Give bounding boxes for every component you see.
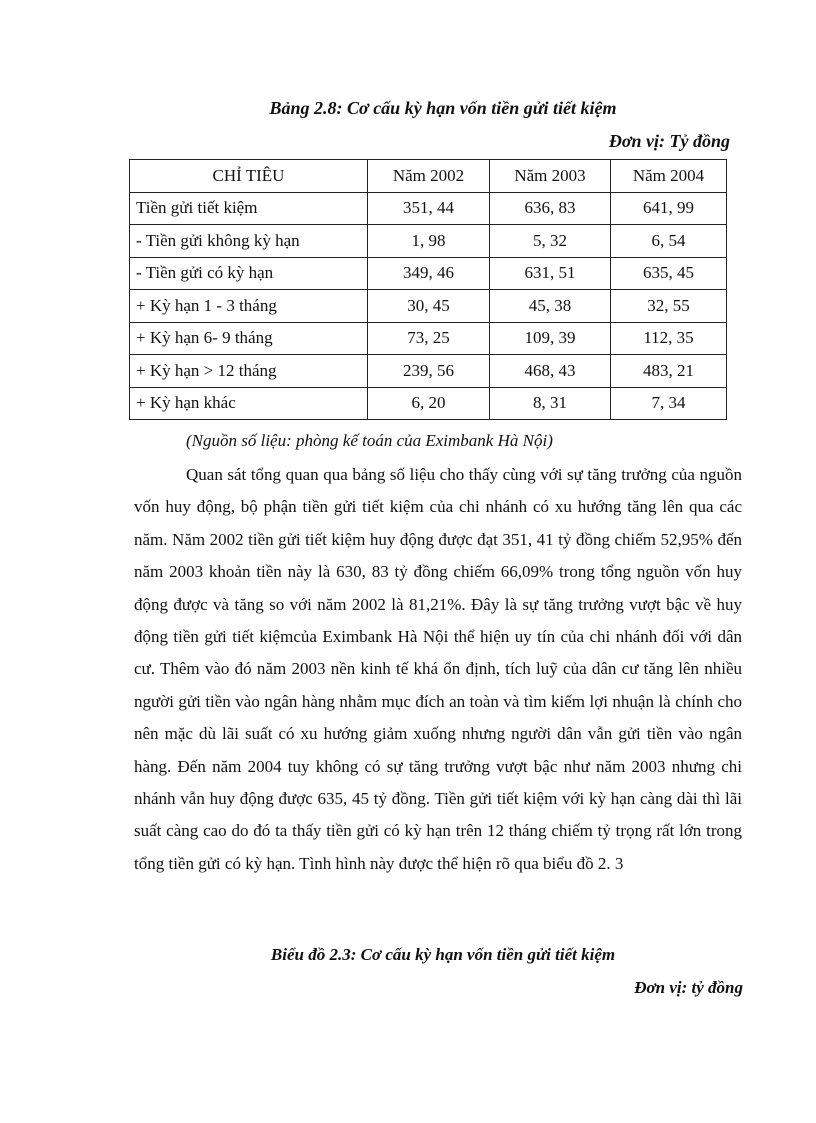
table-header-row: [130, 160, 727, 193]
cell-value: 635, 45: [611, 257, 727, 290]
cell-value: 6, 54: [611, 225, 727, 258]
table-row: [130, 387, 727, 420]
cell-value: 483, 21: [611, 355, 727, 388]
header-cell: CHỈ TIÊU: [130, 160, 368, 193]
cell-value: 7, 34: [611, 387, 727, 420]
cell-value: 351, 44: [368, 192, 490, 225]
body-paragraph: Quan sát tổng quan qua bảng số liệu cho thấy cùng với sự tăng trưởng của nguồn vốn huy động, bộ phận tiền gửi tiết kiệm của chi nhánh có xu hướng tăng lên qua các năm. Năm 2002 tiền gửi tiết kiệm huy động được đạt 351, 41 tỷ đồng chiếm 52,95% đến năm 2003 khoản tiền này là 630, 83 tỷ đồng chiếm 66,09% trong tổng nguồn vốn huy động được và tăng so với năm 2002 là 81,21%. Đây là sự tăng trưởng vượt bậc về huy động tiền gửi tiết kiệmcủa Eximbank Hà Nội thể hiện uy tín của chi nhánh đối với dân cư. Thêm vào đó năm 2003 nền kinh tế khá ổn định, tích luỹ của dân cư tăng lên nhiều người gửi tiền vào ngân hàng nhằm mục đích an toàn và tìm kiếm lợi nhuận là chính cho nên mặc dù lãi suất có xu hướng giảm xuống nhưng người dân vẫn gửi tiền vào ngân hàng. Đến năm 2004 tuy không có sự tăng trưởng vượt bậc như năm 2003 nhưng chi nhánh vẫn huy động được 635, 45 tỷ đồng. Tiền gửi tiết kiệm với kỳ hạn càng dài thì lãi suất càng cao do đó ta thấy tiền gửi có kỳ hạn trên 12 tháng chiếm tỷ trọng rất lớn trong tổng tiền gửi có kỳ hạn. Tình hình này được thể hiện rõ qua biểu đồ 2. 3: [134, 465, 742, 873]
cell-value: 5, 32: [490, 225, 611, 258]
table-unit: Đơn vị: Tỷ đồng: [608, 131, 730, 151]
cell-value: 8, 31: [490, 387, 611, 420]
row-label: + Kỳ hạn 6- 9 tháng: [130, 322, 368, 355]
cell-value: 112, 35: [611, 322, 727, 355]
cell-value: 636, 83: [490, 192, 611, 225]
cell-value: 73, 25: [368, 322, 490, 355]
table-source-note: (Nguồn số liệu: phòng kế toán của Eximbank Hà Nội): [186, 431, 553, 450]
table-row: [130, 225, 727, 258]
row-label: - Tiền gửi không kỳ hạn: [130, 225, 368, 258]
deposit-term-table: [129, 159, 727, 420]
cell-value: 6, 20: [368, 387, 490, 420]
cell-value: 1, 98: [368, 225, 490, 258]
header-cell: Năm 2002: [368, 160, 490, 193]
row-label: - Tiền gửi có kỳ hạn: [130, 257, 368, 290]
cell-value: 239, 56: [368, 355, 490, 388]
row-label: + Kỳ hạn > 12 tháng: [130, 355, 368, 388]
cell-value: 641, 99: [611, 192, 727, 225]
cell-value: 631, 51: [490, 257, 611, 290]
table-row: [130, 322, 727, 355]
cell-value: 349, 46: [368, 257, 490, 290]
table-row: [130, 355, 727, 388]
chart-title: Biểu đồ 2.3: Cơ cấu kỳ hạn vốn tiền gửi tiết kiệm: [270, 945, 616, 964]
cell-value: 109, 39: [490, 322, 611, 355]
table-row: [130, 192, 727, 225]
cell-value: 468, 43: [490, 355, 611, 388]
header-cell: Năm 2003: [490, 160, 611, 193]
cell-value: 45, 38: [490, 290, 611, 323]
cell-value: 32, 55: [611, 290, 727, 323]
cell-value: 30, 45: [368, 290, 490, 323]
row-label: + Kỳ hạn khác: [130, 387, 368, 420]
chart-unit: Đơn vị: tỷ đồng: [634, 978, 743, 997]
row-label: Tiền gửi tiết kiệm: [130, 192, 368, 225]
row-label: + Kỳ hạn 1 - 3 tháng: [130, 290, 368, 323]
header-cell: Năm 2004: [611, 160, 727, 193]
table-row: [130, 257, 727, 290]
table-row: [130, 290, 727, 323]
table-title: Bảng 2.8: Cơ cấu kỳ hạn vốn tiền gửi tiết kiệm: [269, 98, 617, 118]
